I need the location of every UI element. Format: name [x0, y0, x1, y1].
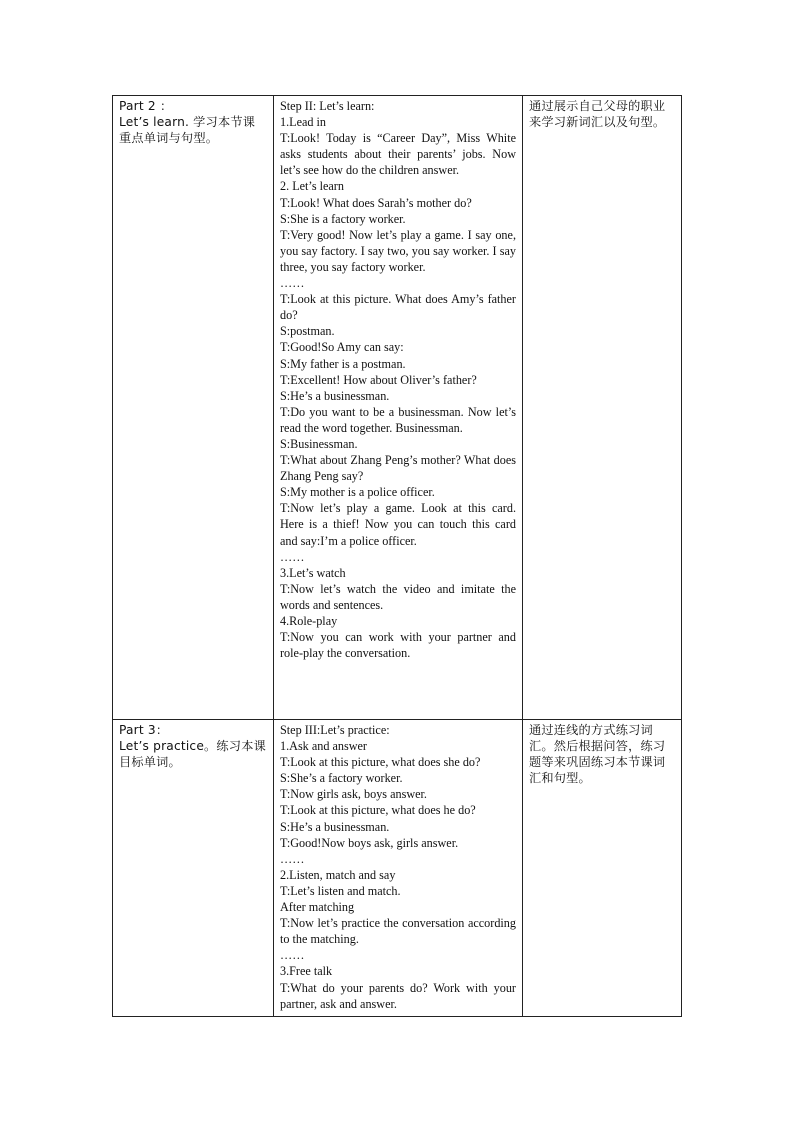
purpose-text: 通过连线的方式练习词汇。然后根据问答，练习题等来巩固练习本节课词汇和句型。	[529, 723, 666, 786]
step-line: Step III:Let’s practice:	[280, 723, 390, 737]
step-line: T:Now let’s play a game. Look at this card. Here is a thief! Now you can touch this card and say:I’m a police officer.	[280, 501, 516, 548]
steps-cell	[274, 720, 523, 1017]
step-line: 1.Ask and answer	[280, 739, 367, 754]
step-line: T:Good!So Amy can say:	[280, 340, 404, 355]
step-line: ……	[280, 851, 305, 866]
part-cell	[113, 720, 274, 1017]
step-line: 2.Listen, match and say	[280, 867, 396, 882]
step-line: T:Now you can work with your partner and role-play the conversation.	[280, 630, 516, 661]
step-line: T:Look at this picture. What does Amy’s father do?	[280, 292, 516, 323]
step-line: T:Look! What does Sarah’s mother do?	[280, 195, 472, 210]
step-line: T:Look! Today is “Career Day”, Miss White asks students about their parents’ jobs. Now let’s see how do the children answer.	[280, 131, 516, 178]
step-line: 3.Let’s watch	[280, 565, 346, 580]
step-line: T:Look at this picture, what does she do?	[280, 755, 481, 770]
table-row	[113, 720, 682, 1017]
part-cell	[113, 96, 274, 720]
step-line: T:What do your parents do? Work with your partner, ask and answer.	[280, 980, 516, 1011]
purpose-cell	[523, 96, 682, 720]
step-line: 2. Let’s learn	[280, 179, 344, 194]
step-line: T:Let’s listen and match.	[280, 883, 401, 898]
step-line: ……	[280, 948, 305, 963]
step-line: 4.Role-play	[280, 614, 338, 628]
step-line: T:Excellent! How about Oliver’s father?	[280, 372, 477, 387]
step-line: T:Good!Now boys ask, girls answer.	[280, 835, 459, 850]
step-line: S:Businessman.	[280, 436, 358, 451]
part-description: Let’s learn. 学习本节课重点单词与句型。	[119, 115, 256, 146]
step-line: S:He’s a businessman.	[280, 388, 390, 403]
step-line: T:Now girls ask, boys answer.	[280, 787, 427, 802]
step-line: S:She’s a factory worker.	[280, 771, 403, 786]
lesson-plan-table	[112, 95, 682, 1017]
purpose-cell	[523, 720, 682, 1017]
step-line: T:Very good! Now let’s play a game. I say one, you say factory. I say two, you say worker. I say three, you say factory worker.	[280, 227, 516, 274]
step-line: ……	[280, 549, 305, 564]
step-line: S:My father is a postman.	[280, 356, 406, 371]
step-line: 3.Free talk	[280, 964, 333, 979]
step-line: S:She is a factory worker.	[280, 211, 406, 226]
step-line: Step II: Let’s learn:	[280, 99, 375, 113]
step-line: After matching	[280, 900, 355, 915]
steps-cell	[274, 96, 523, 720]
step-line: S:My mother is a police officer.	[280, 485, 435, 500]
part-title: Part 3：	[119, 723, 169, 737]
step-line: T:Now let’s practice the conversation according to the matching.	[280, 916, 516, 947]
step-line: T:Do you want to be a businessman. Now let’s read the word together. Businessman.	[280, 404, 516, 435]
step-line: T:Now let’s watch the video and imitate the words and sentences.	[280, 581, 516, 612]
step-line: T:What about Zhang Peng’s mother? What does Zhang Peng say?	[280, 453, 516, 484]
part-description: Let’s practice。练习本课目标单词。	[119, 739, 266, 770]
step-line: 1.Lead in	[280, 115, 327, 130]
part-title: Part 2 ：	[119, 99, 173, 113]
table-row	[113, 96, 682, 720]
step-line: ……	[280, 276, 305, 291]
step-line: S:He’s a businessman.	[280, 819, 390, 834]
step-line: S:postman.	[280, 324, 335, 339]
step-line: T:Look at this picture, what does he do?	[280, 803, 476, 818]
purpose-text: 通过展示自己父母的职业来学习新词汇以及句型。	[529, 99, 666, 130]
